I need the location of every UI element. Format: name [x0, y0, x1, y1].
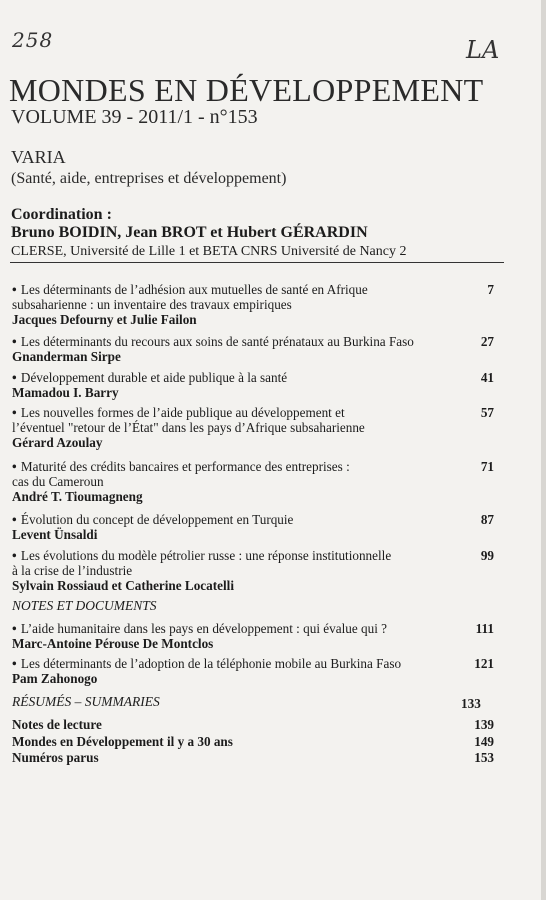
entry-page: 149 [474, 734, 494, 749]
entry-title: Maturité des crédits bancaires et performance des entreprises : cas du Cameroun [12, 459, 350, 489]
toc-entry [12, 370, 494, 401]
bullet: • [12, 405, 17, 420]
bullet: • [12, 282, 17, 297]
toc-entry [12, 656, 494, 687]
entry-page: 7 [487, 282, 494, 297]
coordination-label: Coordination : [11, 206, 112, 223]
toc-misc-entry [12, 734, 494, 750]
toc-entry [12, 405, 494, 451]
toc-entry [12, 459, 494, 505]
coordination-names: Bruno BOIDIN, Jean BROT et Hubert GÉRARDIN [11, 224, 368, 241]
entry-title: Mondes en Développement il y a 30 ans [12, 734, 233, 749]
toc-entry [12, 621, 494, 652]
section-heading-label: NOTES ET DOCUMENTS [12, 598, 157, 613]
handwritten-page-number: 258 [12, 28, 54, 52]
bullet: • [12, 512, 17, 527]
section-heading-summaries [12, 694, 490, 710]
toc-entry [12, 512, 494, 543]
entry-page: 57 [480, 405, 494, 420]
handwritten-initials: LA [466, 36, 500, 64]
entry-authors: Pam Zahonogo [12, 671, 98, 686]
coordination-affiliation: CLERSE, Université de Lille 1 et BETA CNRS Université de Nancy 2 [11, 244, 407, 259]
entry-title: Les déterminants de l’adhésion aux mutuelles de santé en Afrique subsaharienne : un inventaire des travaux empiriques [12, 282, 368, 312]
entry-page: 87 [480, 512, 494, 527]
entry-authors: Marc-Antoine Pérouse De Montclos [12, 636, 214, 651]
entry-page: 71 [480, 459, 494, 474]
entry-authors: Sylvain Rossiaud et Catherine Locatelli [12, 578, 234, 593]
divider [10, 262, 504, 263]
entry-title: Numéros parus [12, 750, 99, 765]
entry-authors: Mamadou I. Barry [12, 385, 119, 400]
entry-title: Développement durable et aide publique à la santé [20, 370, 288, 385]
entry-page: 41 [480, 370, 494, 385]
bullet: • [12, 656, 17, 671]
entry-title: Évolution du concept de développement en Turquie [20, 512, 294, 527]
entry-title: L’aide humanitaire dans les pays en développement : qui évalue qui ? [20, 621, 388, 636]
volume-line: VOLUME 39 - 2011/1 - n°153 [11, 106, 258, 128]
toc-misc-entry [12, 717, 494, 733]
toc-entry [12, 282, 494, 328]
section-title: VARIA [11, 147, 66, 167]
page-edge-shadow [541, 0, 546, 900]
entry-title: Les déterminants de l’adoption de la téléphonie mobile au Burkina Faso [20, 656, 402, 671]
entry-authors: Levent Ünsaldi [12, 527, 98, 542]
entry-page: 139 [474, 717, 494, 732]
entry-page: 27 [480, 334, 494, 349]
toc-misc-entry [12, 750, 494, 766]
entry-page: 99 [480, 548, 494, 563]
entry-authors: Gnanderman Sirpe [12, 349, 121, 364]
section-subtitle: (Santé, aide, entreprises et développement) [11, 170, 287, 187]
entry-title: Notes de lecture [12, 717, 102, 732]
section-heading-label: RÉSUMÉS – SUMMARIES [12, 694, 160, 709]
toc-entry [12, 334, 494, 365]
bullet: • [12, 459, 17, 474]
bullet: • [12, 334, 17, 349]
entry-authors: Gérard Azoulay [12, 435, 103, 450]
bullet: • [12, 548, 17, 563]
entry-page: 133 [461, 696, 481, 711]
entry-title: Les déterminants du recours aux soins de santé prénataux au Burkina Faso [20, 334, 414, 349]
bullet: • [12, 370, 17, 385]
entry-authors: André T. Tioumagneng [12, 489, 143, 504]
section-heading-notes [12, 598, 157, 614]
entry-page: 121 [474, 656, 494, 671]
bullet: • [12, 621, 17, 636]
entry-authors: Jacques Defourny et Julie Failon [12, 312, 197, 327]
entry-title: Les évolutions du modèle pétrolier russe : une réponse institutionnelle à la crise de l’industrie [12, 548, 392, 578]
entry-page: 153 [474, 750, 494, 765]
entry-page: 111 [475, 621, 494, 636]
toc-entry [12, 548, 494, 594]
journal-title: MONDES EN DÉVELOPPEMENT [9, 72, 484, 108]
entry-title: Les nouvelles formes de l’aide publique au développement et l’éventuel "retour de l’État" dans les pays d’Afrique subsaharienne [12, 405, 365, 435]
